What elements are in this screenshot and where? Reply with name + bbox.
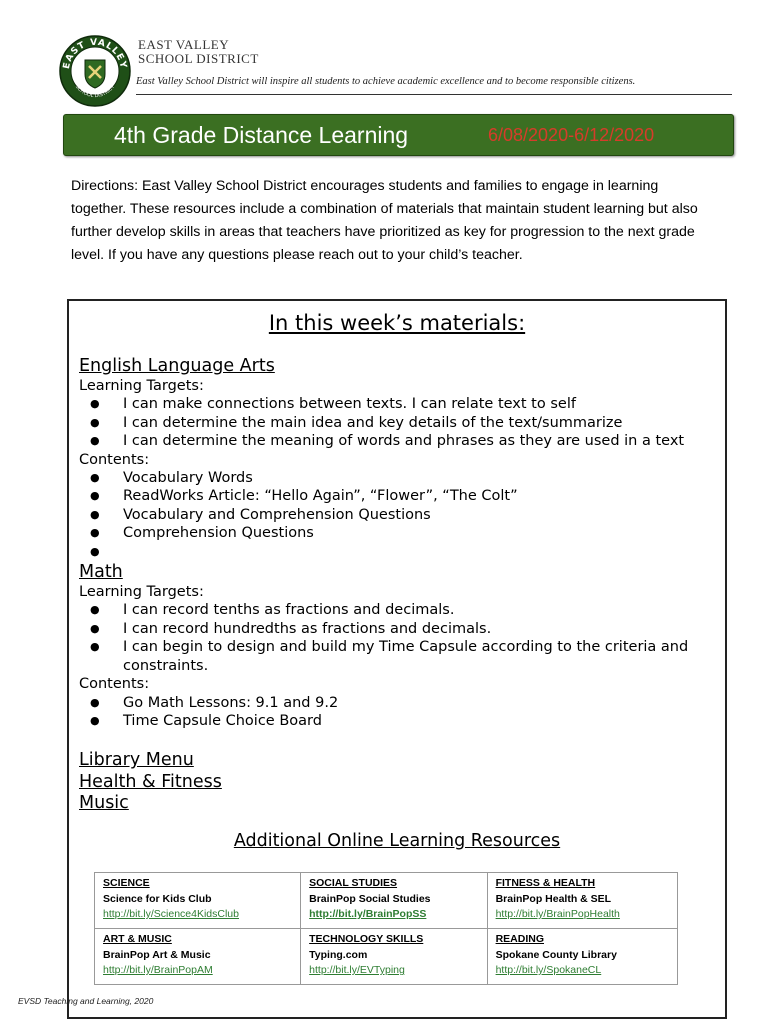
resource-category: FITNESS & HEALTH	[495, 877, 596, 889]
resource-name: Science for Kids Club	[103, 892, 212, 905]
logo-text-bottom: SCHOOL DISTRICT	[73, 83, 117, 100]
ela-targets-label: Learning Targets:	[79, 378, 204, 394]
resource-link[interactable]: http://bit.ly/EVTyping	[309, 964, 405, 976]
resource-cell	[95, 873, 301, 929]
math-heading: Math	[79, 562, 123, 583]
resource-cell	[95, 929, 301, 985]
directions-paragraph: Directions: East Valley School District encourages students and families to engage in learning together. These resources include a combination of materials that maintain student learning but also further develop skills in areas that teachers have prioritized as key for progression to the next grade level. If you have any questions please reach out to your child’s teacher.	[71, 178, 698, 263]
list-item: ● Comprehension Questions	[79, 524, 724, 542]
list-item: ● Time Capsule Choice Board	[79, 712, 724, 730]
resource-name: Spokane County Library	[495, 948, 617, 961]
resources-title: Additional Online Learning Resources	[233, 831, 561, 851]
resource-link[interactable]: http://bit.ly/Science4KidsClub	[103, 908, 239, 920]
resource-category: SCIENCE	[103, 877, 150, 889]
ela-contents-list	[79, 469, 724, 561]
materials-box	[67, 299, 727, 1019]
materials-content	[79, 355, 724, 815]
extra-links	[79, 750, 724, 815]
table-row	[95, 929, 678, 985]
list-item: ● I can record tenths as fractions and decimals.	[79, 601, 724, 619]
district-name-line2: SCHOOL DISTRICT	[138, 51, 259, 66]
district-name-line1: EAST VALLEY	[138, 37, 230, 52]
resource-name: Typing.com	[309, 948, 368, 961]
district-header	[58, 34, 732, 98]
resource-link[interactable]: http://bit.ly/BrainPopHealth	[495, 908, 620, 920]
resource-link[interactable]: http://bit.ly/BrainPopSS	[309, 908, 427, 920]
list-item: ● Vocabulary and Comprehension Questions	[79, 506, 724, 524]
resource-cell	[301, 873, 487, 929]
ela-heading: English Language Arts	[79, 356, 275, 376]
list-item: ● I can determine the main idea and key details of the text/summarize	[79, 414, 724, 432]
resource-name: BrainPop Art & Music	[103, 948, 211, 961]
resource-link[interactable]: http://bit.ly/SpokaneCL	[495, 964, 602, 976]
mission-statement: East Valley School District will inspire all students to achieve academic excellence and to become responsible citizens.	[136, 76, 636, 87]
music-link[interactable]: Music	[79, 793, 129, 814]
ela-contents-label: Contents:	[79, 451, 150, 468]
banner-dates: 6/08/2020-6/12/2020	[488, 125, 655, 145]
resource-name: BrainPop Social Studies	[309, 892, 431, 905]
math-targets-label: Learning Targets:	[79, 584, 204, 601]
library-menu-link[interactable]: Library Menu	[79, 750, 194, 771]
resource-category: SOCIAL STUDIES	[309, 877, 398, 889]
resource-cell	[487, 873, 677, 929]
resource-category: READING	[495, 933, 544, 945]
resource-category: ART & MUSIC	[103, 933, 172, 945]
list-item: ● I can begin to design and build my Time Capsule according to the criteria and constraints.	[79, 638, 724, 675]
list-item: ● ReadWorks Article: “Hello Again”, “Flower”, “The Colt”	[79, 487, 724, 505]
list-item: ● I can record hundredths as fractions and decimals.	[79, 620, 724, 638]
resource-cell	[487, 929, 677, 985]
materials-title: In this week’s materials:	[268, 311, 526, 335]
resource-link[interactable]: http://bit.ly/BrainPopAM	[103, 964, 213, 976]
list-item: ● I can determine the meaning of words and phrases as they are used in a text	[79, 432, 724, 450]
title-banner	[63, 114, 734, 156]
district-logo-icon	[58, 34, 132, 108]
district-name	[138, 38, 259, 66]
footer-text: EVSD Teaching and Learning, 2020	[18, 996, 154, 1006]
logo-text-top: EAST VALLEY	[61, 37, 129, 70]
table-row	[95, 873, 678, 929]
list-item: ● I can make connections between texts. I can relate text to self	[79, 395, 724, 413]
resource-category: TECHNOLOGY SKILLS	[309, 933, 424, 945]
ela-targets-list	[79, 395, 724, 450]
health-fitness-link[interactable]: Health & Fitness	[79, 771, 222, 792]
math-contents-label: Contents:	[79, 676, 150, 693]
empty-list-item	[79, 543, 724, 561]
math-targets-list	[79, 601, 724, 675]
list-item: ● Go Math Lessons: 9.1 and 9.2	[79, 694, 724, 712]
header-divider	[136, 94, 732, 95]
resource-name: BrainPop Health & SEL	[495, 892, 612, 905]
math-contents-list	[79, 694, 724, 731]
resources-table	[94, 872, 678, 985]
list-item: ● Vocabulary Words	[79, 469, 724, 487]
banner-title: 4th Grade Distance Learning	[114, 122, 409, 148]
resource-cell	[301, 929, 487, 985]
